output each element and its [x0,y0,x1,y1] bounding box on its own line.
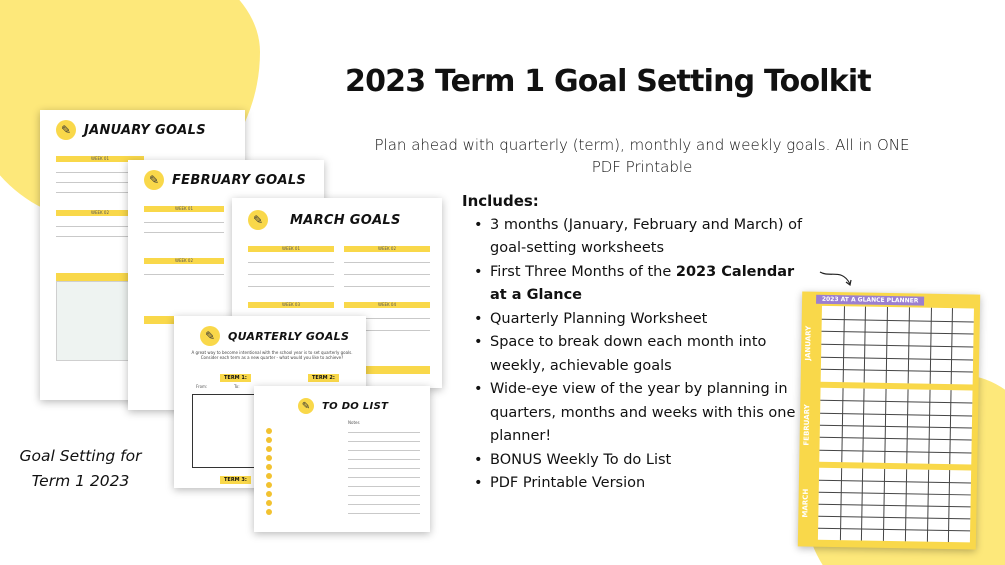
month-label: MARCH [801,489,810,519]
includes-item: • 3 months (January, February and March) of goal-setting worksheets [474,214,812,261]
lightbulb-bullet-icon [266,509,272,515]
lightbulb-bullet-icon [266,437,272,443]
from-label: From: [196,384,208,389]
todo-list-sheet [254,386,430,532]
sheet-title: TO DO LIST [322,400,389,412]
note-line [348,495,420,496]
week-block: WEEK 04 [344,302,430,308]
lightbulb-icon: ✎ [200,326,220,346]
includes-item: • PDF Printable Version [474,472,812,496]
includes-list [462,214,812,496]
lightbulb-bullet-icon [266,428,272,434]
week-block: WEEK 01 [248,246,334,252]
lightbulb-bullet-icon [266,491,272,497]
image-caption [8,444,153,494]
sheet-title: FEBRUARY GOALS [172,172,307,188]
includes-item: • Wide-eye view of the year by planning in quarters, months and weeks with this one planner! [474,378,812,449]
sheet-description: A great way to become intentional with the school year is to set quarterly goals. Consider each term as a new quarter - what would you like to achieve? [191,350,353,360]
week-block: WEEK 01 [56,156,144,162]
week-block: WEEK 02 [56,210,144,216]
note-line [348,486,420,487]
lightbulb-bullet-icon [266,455,272,461]
caption-line-1: Goal Setting for [19,447,142,465]
term-box [192,394,262,468]
to-label: To: [234,384,240,389]
curved-arrow-icon [818,264,854,290]
week-block: WEEK 01 [144,206,224,212]
page-title: 2023 Term 1 Goal Setting Toolkit [345,64,871,99]
note-line [348,513,420,514]
includes-section [462,190,812,496]
lightbulb-bullet-icon [266,464,272,470]
month-label: JANUARY [804,326,813,362]
intro-text: Plan ahead with quarterly (term), monthly and weekly goals. All in ONE PDF Printable [374,136,910,176]
lightbulb-bullet-icon [266,500,272,506]
lightbulb-bullet-icon [266,473,272,479]
term-3-badge: TERM 3: [220,476,251,484]
note-line [348,450,420,451]
includes-heading: Includes: [462,192,539,210]
includes-item: • Space to break down each month into weekly, achievable goals [474,331,812,378]
week-block: WEEK 02 [144,258,224,264]
note-line [348,459,420,460]
caption-line-2: Term 1 2023 [31,472,130,490]
month-label: FEBRUARY [802,403,812,446]
week-block: WEEK 03 [248,302,334,308]
notes-label: Notes [348,420,360,425]
term-2-badge: TERM 2: [308,374,339,382]
note-line [348,477,420,478]
includes-item: • BONUS Weekly To do List [474,449,812,473]
note-line [348,432,420,433]
includes-item: • Quarterly Planning Worksheet [474,308,812,332]
note-line [348,468,420,469]
note-line [348,441,420,442]
calendar-heading: 2023 AT A GLANCE PLANNER [816,295,924,306]
note-line [348,504,420,505]
lightbulb-bullet-icon [266,482,272,488]
calendar-at-a-glance-sheet [798,291,980,549]
week-block: WEEK 02 [344,246,430,252]
sheet-title: QUARTERLY GOALS [228,329,350,343]
lightbulb-icon: ✎ [144,170,164,190]
sheet-title: JANUARY GOALS [84,122,206,138]
includes-item: • First Three Months of the 2023 Calendar at a Glance [474,261,812,308]
sheet-title: MARCH GOALS [290,212,401,228]
lightbulb-icon: ✎ [56,120,76,140]
term-1-badge: TERM 1: [220,374,251,382]
lightbulb-bullet-icon [266,446,272,452]
lightbulb-icon: ✎ [298,398,314,414]
lightbulb-icon: ✎ [248,210,268,230]
